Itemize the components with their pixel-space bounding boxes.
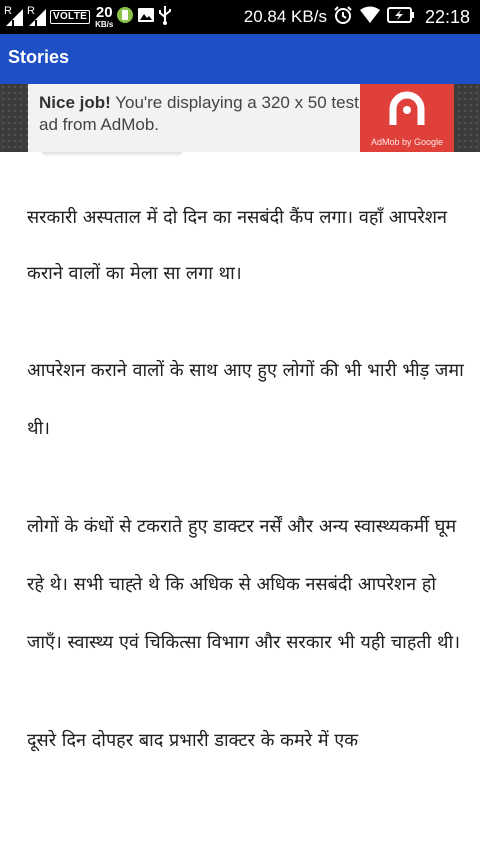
story-paragraph: दूसरे दिन दोपहर बाद प्रभारी डाक्टर के कमरे में एक <box>27 730 359 751</box>
usb-icon <box>158 5 172 30</box>
ad-banner-strip <box>0 84 480 152</box>
sim1-label: R <box>4 5 12 17</box>
alarm-icon <box>333 5 353 30</box>
ad-headline: Nice job! <box>39 93 111 112</box>
app-bar <box>0 34 480 84</box>
data-rate-unit: KB/s <box>95 19 114 29</box>
ad-attribution: AdMob by Google <box>370 137 444 147</box>
ad-body: You're displaying a 320 x 50 test ad from AdMob. <box>39 93 359 134</box>
status-bar <box>0 0 480 34</box>
story-paragraph: सरकारी अस्पताल में दो दिन का नसबंदी कैंप लगा। वहाँ आपरेशन कराने वालों का मेला सा लगा था। <box>27 207 448 284</box>
signal-icon <box>4 7 24 27</box>
story-content <box>27 190 472 810</box>
volte-badge: VOLTE <box>50 10 90 24</box>
data-rate-indicator <box>95 3 114 29</box>
status-bar-left <box>4 0 172 34</box>
admob-test-ad[interactable] <box>28 84 454 152</box>
network-speed: 20.84 KB/s <box>243 7 327 26</box>
wifi-icon <box>359 6 381 29</box>
admob-logo <box>360 84 454 152</box>
clock: 22:18 <box>424 6 470 27</box>
image-icon <box>137 6 155 29</box>
data-rate-value: 20 <box>95 3 113 21</box>
ad-text <box>39 92 359 136</box>
signal-icon <box>27 7 47 27</box>
ad-shadow <box>42 152 182 157</box>
admob-logo-icon <box>389 91 425 127</box>
app-notification-icon <box>116 6 134 29</box>
battery-charging-icon <box>387 7 415 28</box>
story-paragraph: आपरेशन कराने वालों के साथ आए हुए लोगों की भी भारी भीड़ जमा थी। <box>27 360 464 439</box>
story-paragraph: लोगों के कंधों से टकराते हुए डाक्टर नर्सें और अन्य स्वास्थ्यकर्मी घूम रहे थे। सभी चाह्ते थे कि अधिक से अधिक नसबंदी आपरेशन हो जाएँ। स्वास्थ्य एवं चिकित्सा विभाग और सरकार भी यही चाहती थी। <box>27 516 461 653</box>
page-title: Stories <box>8 47 70 67</box>
status-bar-right <box>244 0 470 34</box>
sim2-label: R <box>27 5 35 17</box>
